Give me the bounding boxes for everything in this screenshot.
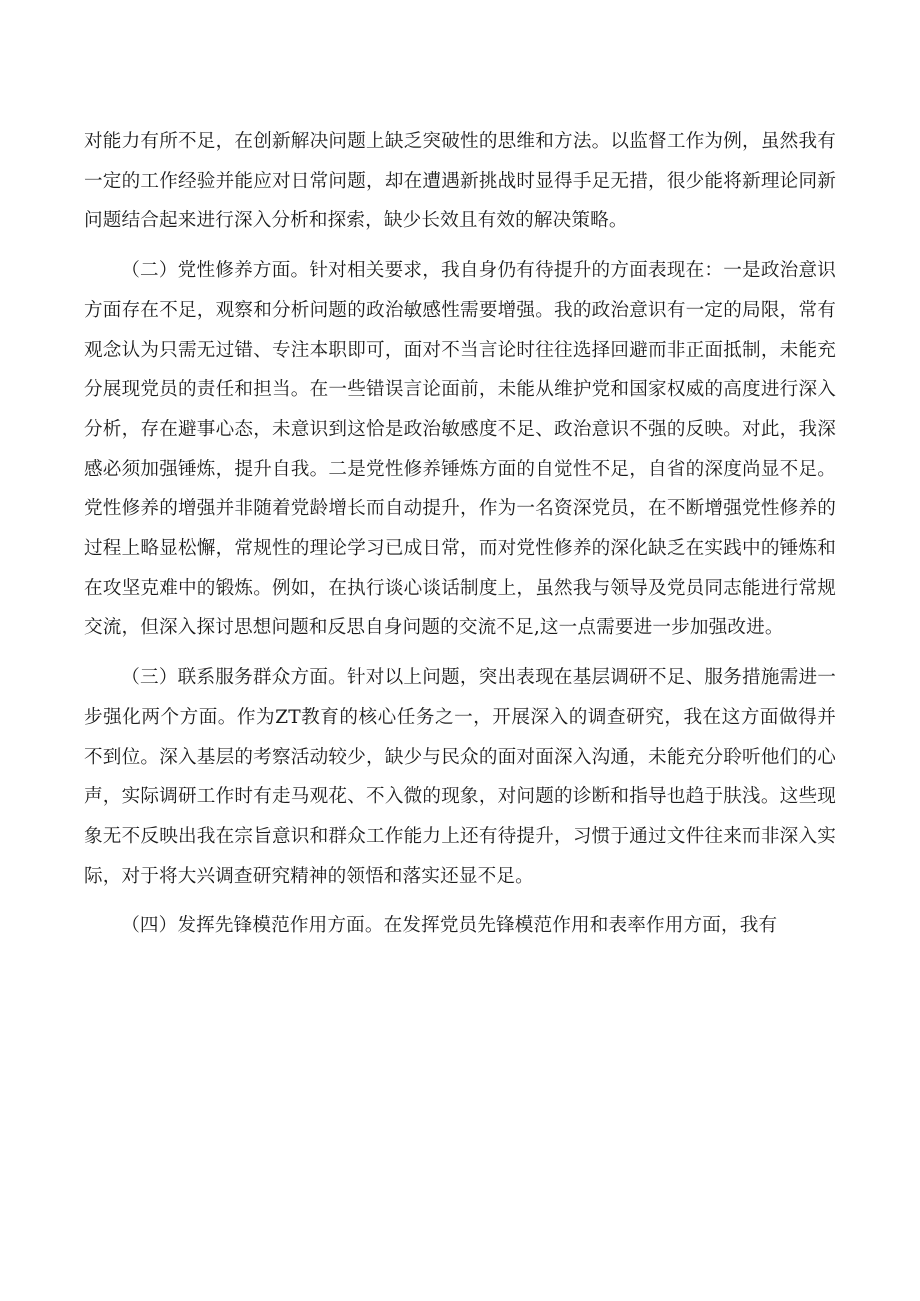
paragraph-party-cultivation: （二）党性修养方面。针对相关要求，我自身仍有待提升的方面表现在：一是政治意识方面存在不足，观察和分析问题的政治敏感性需要增强。我的政治意识有一定的局限，常有观念认为只需无过错、专注本职即可，面对不当言论时往往选择回避而非正面抵制，未能充分展现党员的责任和担当。在一些错误言论面前，未能从维护党和国家权威的高度进行深入分析，存在避事心态，未意识到这恰是政治敏感度不足、政治意识不强的反映。对此，我深感必须加强锤炼，提升自我。二是党性修养锤炼方面的自觉性不足，自省的深度尚显不足。党性修养的增强并非随着党龄增长而自动提升，作为一名资深党员，在不断增强党性修养的过程上略显松懈，常规性的理论学习已成日常，而对党性修养的深化缺乏在实践中的锤炼和在攻坚克难中的锻炼。例如，在执行谈心谈话制度上，虽然我与领导及党员同志能进行常规交流，但深入探讨思想问题和反思自身问题的交流不足,这一点需要进一步加强改进。	[84, 260, 836, 639]
paragraph-vanguard-role: （四）发挥先锋模范作用方面。在发挥党员先锋模范作用和表率作用方面，我有	[121, 915, 778, 937]
paragraph-serving-masses: （三）联系服务群众方面。针对以上问题，突出表现在基层调研不足、服务措施需进一步强化两个方面。作为ZT教育的核心任务之一，开展深入的调查研究，我在这方面做得并不到位。深入基层的考察活动较少，缺少与民众的面对面深入沟通，未能充分聆听他们的心声，实际调研工作时有走马观花、不入微的现象，对问题的诊断和指导也趋于肤浅。这些现象无不反映出我在宗旨意识和群众工作能力上还有待提升，习惯于通过文件往来而非深入实际，对于将大兴调查研究精神的领悟和落实还显不足。	[84, 667, 836, 887]
document-page	[84, 122, 836, 946]
paragraph-continuation: 对能力有所不足，在创新解决问题上缺乏突破性的思维和方法。以监督工作为例，虽然我有一定的工作经验并能应对日常问题，却在遭遇新挑战时显得手足无措，很少能将新理论同新问题结合起来进行深入分析和探索，缺少长效且有效的解决策略。	[84, 131, 836, 232]
